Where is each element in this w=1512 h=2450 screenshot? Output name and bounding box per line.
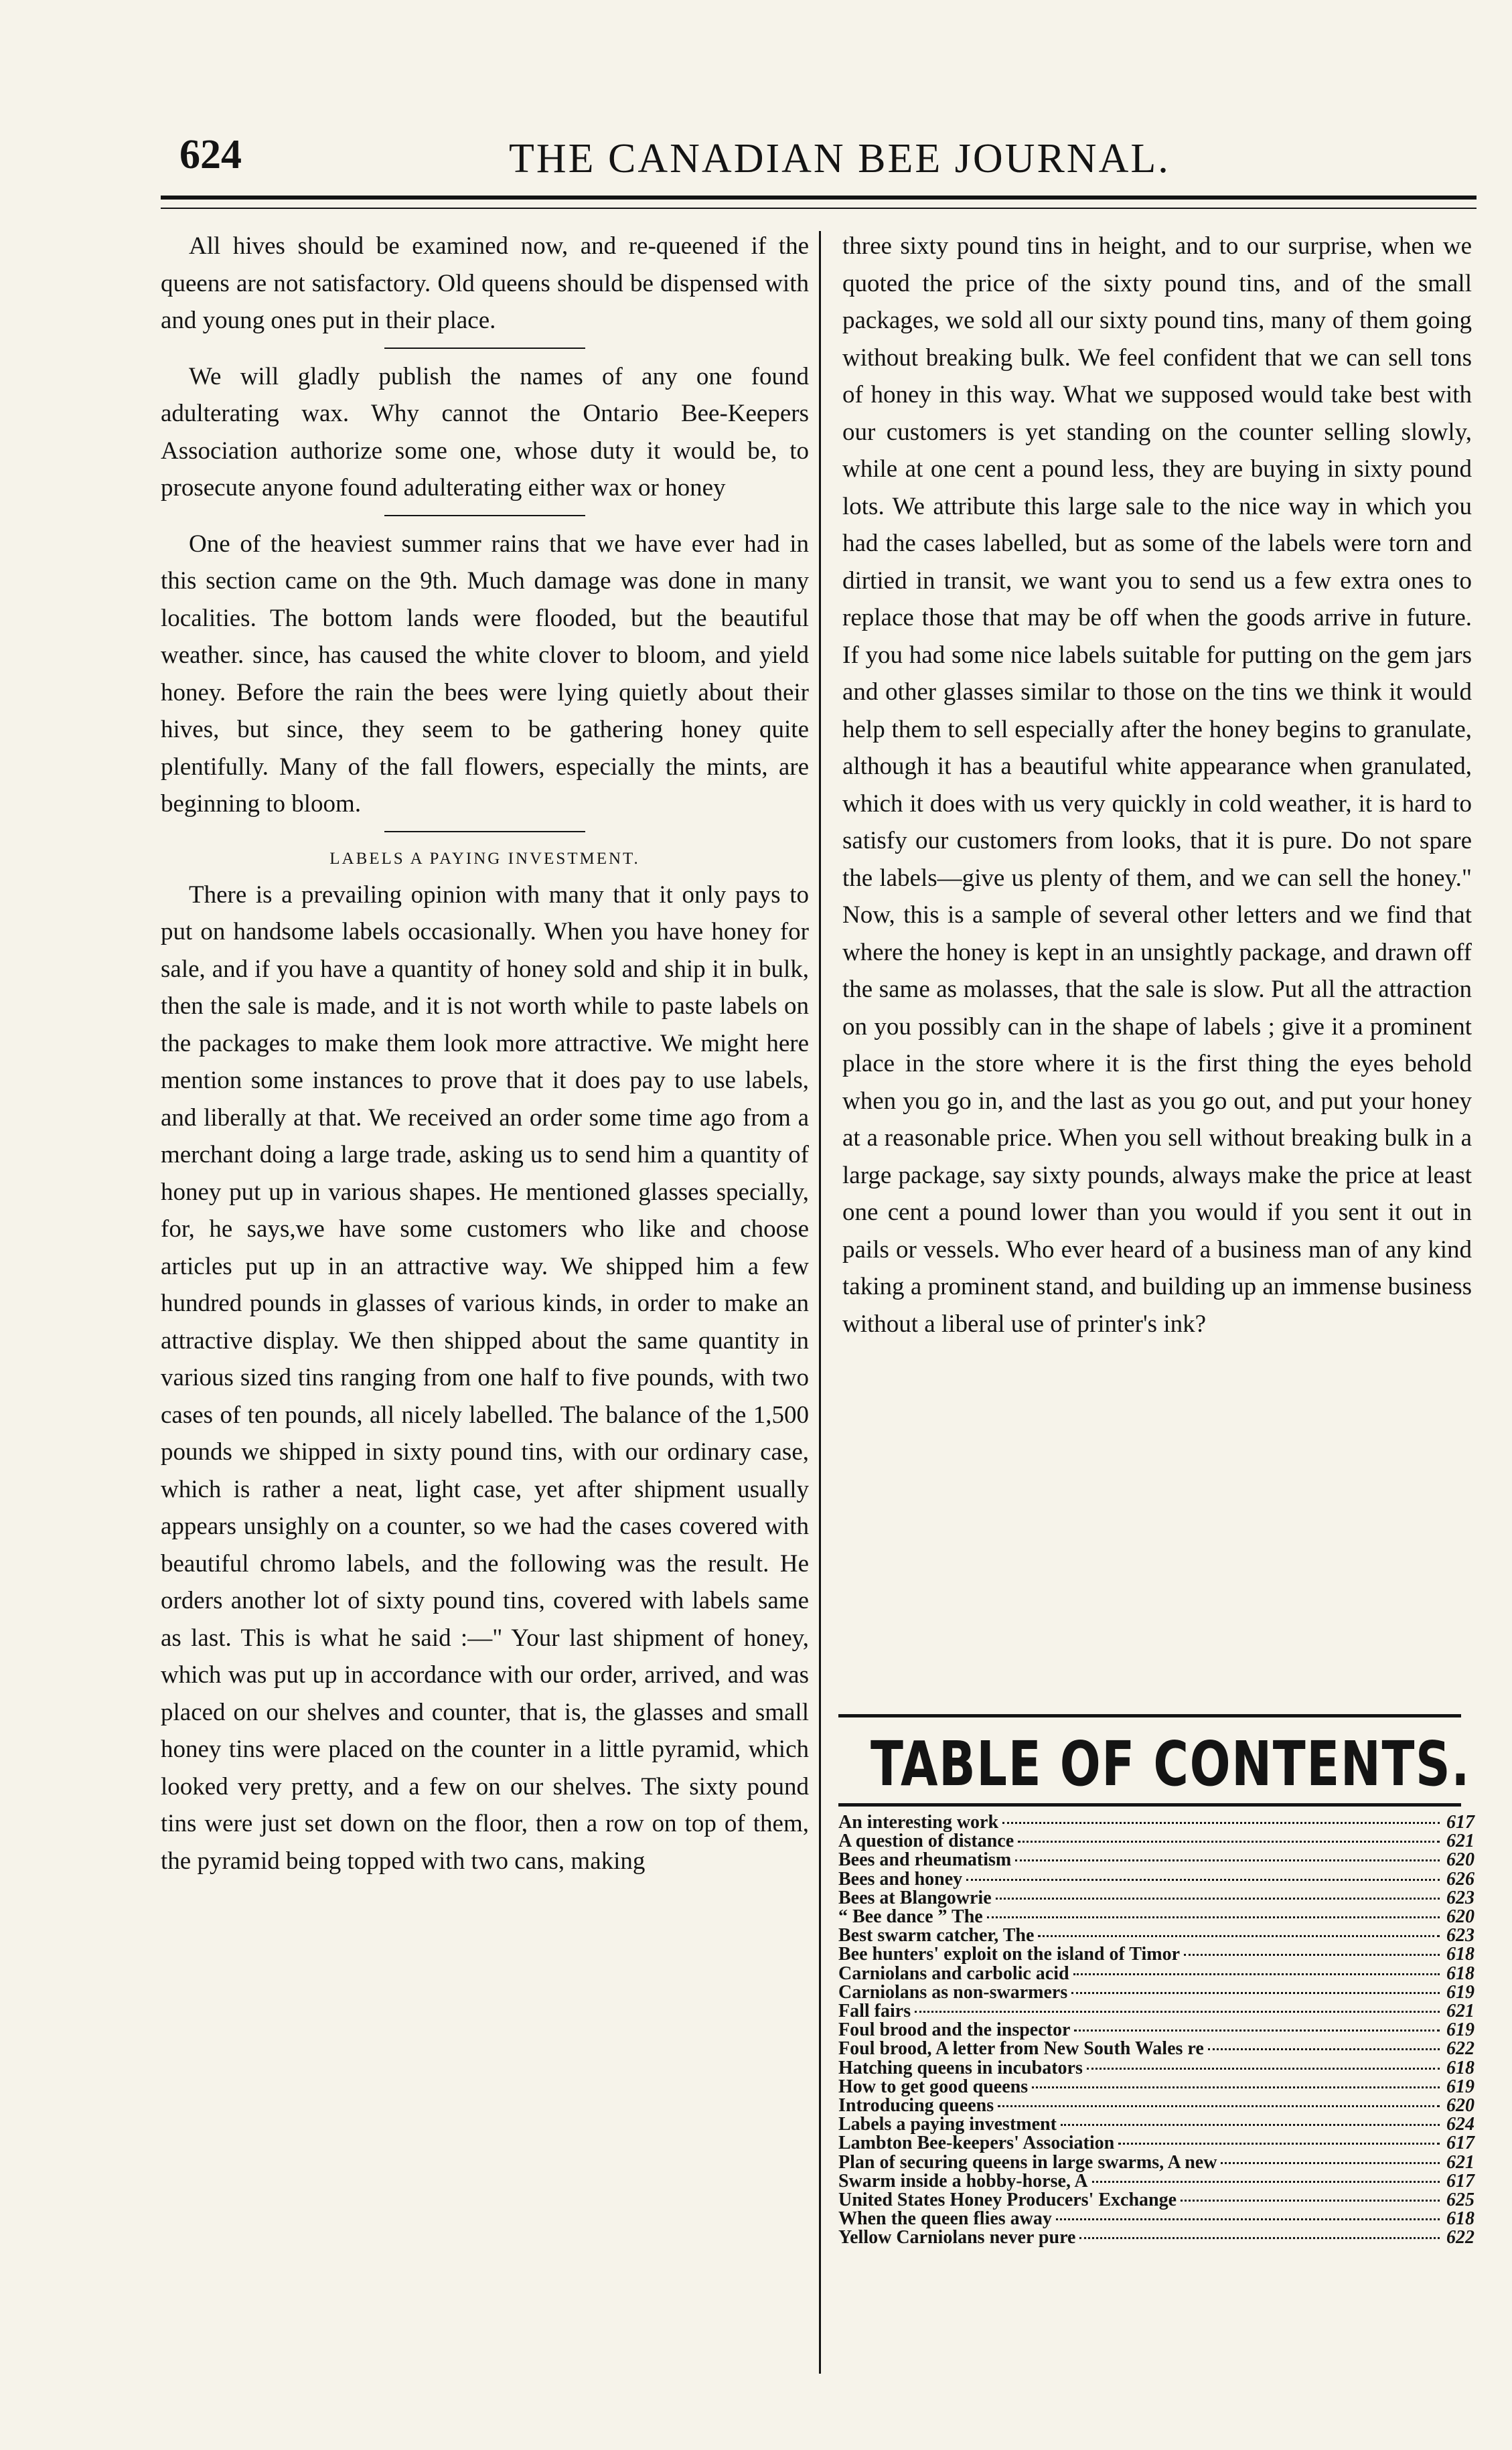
- toc-entry-page: 621: [1446, 2151, 1475, 2173]
- toc-entry-label: Carniolans and carbolic acid: [838, 1963, 1069, 1984]
- toc-entry: [838, 2096, 1475, 2115]
- toc-entry: [838, 2115, 1475, 2134]
- toc-dot-leader: [1079, 2237, 1440, 2239]
- toc-entry-page: 619: [1446, 1981, 1475, 2003]
- toc-entry-page: 618: [1446, 2208, 1475, 2230]
- toc-entry-page: 617: [1446, 2170, 1475, 2192]
- toc-entry-page: 625: [1446, 2190, 1475, 2211]
- toc-entry: [838, 1870, 1475, 1889]
- toc-list: [838, 1813, 1475, 2248]
- toc-dot-leader: [1087, 2068, 1440, 2070]
- toc-dot-leader: [1056, 2218, 1440, 2220]
- paragraph-labels-article-continued: three sixty pound tins in height, and to our surprise, when we quoted the price of the sixty pound tins, and of the small packages, we sold all our sixty pound tins, many of them going without breaking bulk. We feel confident that we can sell tons of honey in this way. What we supposed would take best with our customers is yet standing on the counter selling slowly, while at one cent a pound less, they are buying in sixty pound lots. We attribute this large sale to the nice way in which you had the cases labelled, but as some of the labels were torn and dirtied in transit, we want you to send us a few extra ones to replace those that may be off when the goods arrive in future. If you had some nice labels suitable for putting on the gem jars and other glasses similar to those on the tins we think it would help them to sell especially after the honey begins to granulate, although it has a beautiful white appearance when granulated, which it does with us very quickly in cold weather, it is hard to satisfy our customers from looks, that it is pure. Do not spare the labels—give us plenty of them, and we can sell the honey." Now, this is a sample of several other letters and we find that where the honey is kept in an unsightly package, and drawn off the same as molasses, that the sale is slow. Put all the attraction on you possibly can in the shape of labels ; give it a prominent place in the store where it is the first thing the eyes behold when you go in, and the last as you go out, and put your honey at a reasonable price. When you sell without breaking bulk in a large package, say sixty pounds, always make the price at least one cent a pound lower than you would if you sent it out in pails or vessels. Who ever heard of a business man of any kind taking a prominent stand, and building up an immense business without a liberal use of printer's ink?: [842, 232, 1472, 1338]
- toc-dot-leader: [1015, 1859, 1440, 1861]
- paragraph-adulterating-wax: We will gladly publish the names of any one found adulterating wax. Why cannot the Ontario Bee-Keepers Association authorize some one, whose duty it would be, to prosecute anyone found adulterating either wax or honey: [161, 362, 809, 502]
- toc-dot-leader: [1018, 1841, 1440, 1843]
- toc-entry-label: Introducing queens: [838, 2095, 994, 2117]
- toc-dot-leader: [966, 1879, 1440, 1881]
- toc-entry: [838, 1983, 1475, 2002]
- toc-entry: [838, 1813, 1475, 1832]
- toc-dot-leader: [1071, 1992, 1440, 1994]
- toc-entry-page: 623: [1446, 1925, 1475, 1946]
- paragraph-separator: [384, 348, 585, 349]
- toc-entry: [838, 1889, 1475, 1908]
- toc-entry-page: 622: [1446, 2227, 1475, 2248]
- toc-entry-label: Bee hunters' exploit on the island of Timor: [838, 1944, 1181, 1965]
- toc-dot-leader: [915, 2011, 1440, 2013]
- toc-entry-label: Carniolans as non-swarmers: [838, 1981, 1068, 2003]
- paragraph-separator: [384, 831, 585, 832]
- toc-dot-leader: [1118, 2143, 1440, 2145]
- toc-dot-leader: [1038, 1935, 1440, 1937]
- toc-entry: [838, 2002, 1475, 2021]
- toc-title-rule: [838, 1803, 1461, 1807]
- toc-entry: [838, 1908, 1475, 1926]
- toc-entry-page: 623: [1446, 1887, 1475, 1908]
- toc-entry-page: 618: [1446, 1944, 1475, 1965]
- toc-entry-page: 618: [1446, 1963, 1475, 1984]
- toc-dot-leader: [1181, 2200, 1440, 2202]
- toc-entry-page: 622: [1446, 2038, 1475, 2060]
- toc-entry-label: Labels a paying investment: [838, 2114, 1057, 2135]
- paragraph-requeen: All hives should be examined now, and re-queened if the queens are not satisfactory. Old queens should be dispensed with and young ones put in their place.: [161, 232, 809, 334]
- toc-entry-label: Best swarm catcher, The: [838, 1925, 1035, 1946]
- toc-entry-label: Yellow Carniolans never pure: [838, 2227, 1076, 2248]
- header-rule: [161, 196, 1477, 200]
- toc-entry: [838, 2040, 1475, 2058]
- toc-entry-label: Hatching queens in incubators: [838, 2057, 1083, 2078]
- toc-entry: [838, 2078, 1475, 2096]
- toc-entry-label: Foul brood and the inspector: [838, 2019, 1071, 2041]
- toc-dot-leader: [1221, 2162, 1440, 2164]
- toc-entry: [838, 2059, 1475, 2078]
- paragraph-summer-rains: One of the heaviest summer rains that we have ever had in this section came on the 9th. Much damage was done in many localities. The bottom lands were flooded, but the beautiful weather. since, has caused the white clover to bloom, and yield honey. Before the rain the bees were lying quietly about their hives, but since, they seem to be gathering honey quite plentifully. Many of the fall flowers, especially the mints, are beginning to bloom.: [161, 530, 809, 818]
- left-column: [161, 228, 809, 1880]
- right-column: [842, 228, 1472, 1343]
- toc-entry-label: A question of distance: [838, 1831, 1014, 1852]
- toc-top-rule: [838, 1714, 1461, 1717]
- toc-entry-label: Bees and rheumatism: [838, 1849, 1012, 1871]
- running-head: THE CANADIAN BEE JOURNAL.: [509, 136, 1170, 181]
- toc-entry: [838, 2134, 1475, 2153]
- toc-entry-label: “ Bee dance ” The: [838, 1906, 983, 1928]
- toc-dot-leader: [1074, 2030, 1440, 2032]
- toc-entry: [838, 1832, 1475, 1851]
- toc-entry-label: Fall fairs: [838, 2001, 911, 2022]
- toc-dot-leader: [1073, 1973, 1440, 1975]
- toc-entry: [838, 2228, 1475, 2247]
- column-divider: [819, 231, 821, 2374]
- toc-entry-page: 619: [1446, 2076, 1475, 2097]
- toc-entry: [838, 1965, 1475, 1983]
- toc-entry: [838, 2153, 1475, 2172]
- toc-entry-page: 620: [1446, 2095, 1475, 2117]
- toc-dot-leader: [1002, 1822, 1440, 1824]
- toc-entry-page: 620: [1446, 1849, 1475, 1871]
- toc-dot-leader: [1032, 2086, 1440, 2088]
- toc-dot-leader: [998, 2105, 1440, 2107]
- toc-entry-label: Foul brood, A letter from New South Wales re: [838, 2038, 1204, 2060]
- toc-dot-leader: [1061, 2124, 1440, 2126]
- toc-dot-leader: [1184, 1954, 1440, 1956]
- toc-dot-leader: [1092, 2181, 1440, 2183]
- toc-entry-page: 620: [1446, 1906, 1475, 1928]
- toc-entry-page: 624: [1446, 2114, 1475, 2135]
- toc-entry-label: Swarm inside a hobby-horse, A: [838, 2170, 1088, 2192]
- toc-entry: [838, 1945, 1475, 1964]
- toc-entry: [838, 2021, 1475, 2040]
- toc-entry-label: Bees at Blangowrie: [838, 1887, 992, 1908]
- toc-entry-page: 618: [1446, 2057, 1475, 2078]
- toc-entry: [838, 2191, 1475, 2210]
- paragraph-labels-article: There is a prevailing opinion with many that it only pays to put on handsome labels occasionally. When you have honey for sale, and if you have a quantity of honey sold and ship it in bulk, then the sale is made, and it is not worth while to paste labels on the packages to make them look more attractive. We might here mention some instances to prove that it does pay to use labels, and liberally at that. We received an order some time ago from a merchant doing a large trade, asking us to send him a quantity of honey put up in various shapes. He mentioned glasses specially, for, he says,we have some customers who like and choose articles put up in an attractive way. We shipped him a few hundred pounds in glasses of various kinds, in order to make an attractive display. We then shipped about the same quantity in various sized tins ranging from one half to five pounds, with two cases of ten pounds, all nicely labelled. The balance of the 1,500 pounds we shipped in sixty pound tins, with our ordinary case, which is rather a neat, light case, yet after shipment usually appears unsighly on a counter, so we had the cases covered with beautiful chromo labels, and the following was the result. He orders another lot of sixty pound tins, covered with labels same as last. This is what he said :—" Your last shipment of honey, which was put up in accordance with our order, arrived, and was placed on our shelves and counter, that is, the glasses and small honey tins were placed on the counter in a little pyramid, which looked very pretty, and a few on our shelves. The sixty pound tins were just set down on the floor, then a row on top of them, the pyramid being topped with two cans, making: [161, 881, 809, 1875]
- toc-entry-label: Plan of securing queens in large swarms, A new: [838, 2151, 1217, 2173]
- section-heading: LABELS A PAYING INVESTMENT.: [329, 849, 640, 868]
- toc-dot-leader: [996, 1898, 1440, 1900]
- page-number: 624: [179, 132, 242, 177]
- toc-entry: [838, 2210, 1475, 2228]
- toc-entry-page: 621: [1446, 1831, 1475, 1852]
- toc-entry-label: An interesting work: [838, 1812, 999, 1833]
- toc-entry-label: Bees and honey: [838, 1868, 963, 1890]
- toc-entry: [838, 1851, 1475, 1869]
- toc-entry-label: When the queen flies away: [838, 2208, 1052, 2230]
- header-rule-thin: [161, 208, 1477, 209]
- toc-dot-leader: [987, 1916, 1440, 1918]
- toc-entry-label: United States Honey Producers' Exchange: [838, 2190, 1177, 2211]
- table-of-contents: [838, 1714, 1475, 2248]
- toc-entry-page: 621: [1446, 2001, 1475, 2022]
- toc-entry-label: Lambton Bee-keepers' Association: [838, 2133, 1115, 2154]
- toc-entry-page: 617: [1446, 2133, 1475, 2154]
- toc-entry-page: 617: [1446, 1812, 1475, 1833]
- paragraph-separator: [384, 515, 585, 516]
- toc-entry-page: 619: [1446, 2019, 1475, 2041]
- toc-entry-page: 626: [1446, 1868, 1475, 1890]
- toc-entry: [838, 2172, 1475, 2191]
- toc-title: TABLE OF CONTENTS.: [871, 1728, 1471, 1800]
- toc-dot-leader: [1208, 2048, 1440, 2050]
- toc-entry-label: How to get good queens: [838, 2076, 1029, 2097]
- toc-entry: [838, 1926, 1475, 1945]
